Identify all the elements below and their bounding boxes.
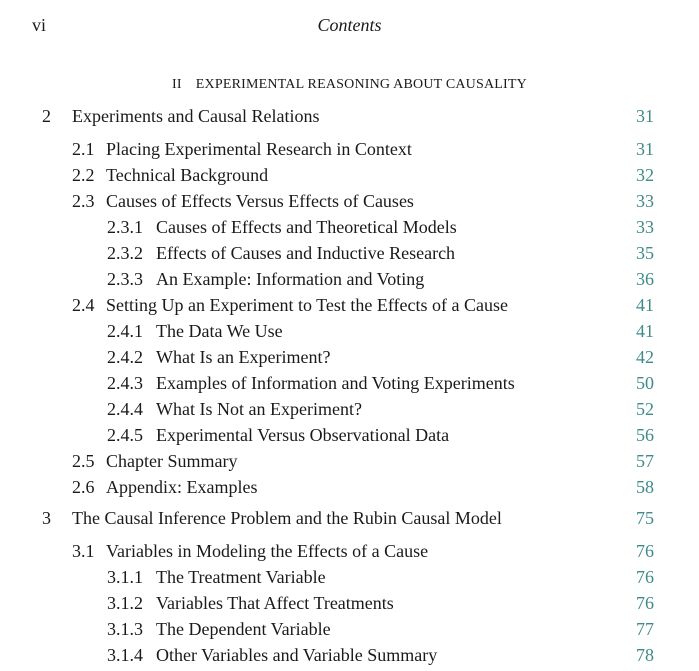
toc-entry-title: Experiments and Causal Relations — [72, 106, 320, 126]
toc-chapter-entry[interactable] — [0, 104, 699, 128]
toc-entry-title: Experimental Versus Observational Data — [156, 425, 450, 445]
toc-entry-title: The Dependent Variable — [156, 619, 331, 639]
toc-entry-page-number: 76 — [636, 541, 654, 561]
toc-subsection-entry[interactable] — [0, 565, 699, 589]
toc-entry-title: Variables in Modeling the Effects of a Cause — [106, 541, 429, 561]
toc-entry-title: What Is an Experiment? — [156, 347, 331, 367]
toc-section-entry[interactable] — [0, 449, 699, 473]
toc-entry-page-number: 42 — [636, 347, 654, 367]
toc-entry-number: 2.3 — [72, 191, 95, 211]
toc-subsection-entry[interactable] — [0, 423, 699, 447]
toc-entry-page-number: 50 — [636, 373, 654, 393]
toc-entry-number: 2.4.5 — [107, 425, 143, 445]
toc-entry-number: 3.1.2 — [107, 593, 143, 613]
toc-entry-page-number: 77 — [636, 619, 654, 639]
toc-entry-number: 2.2 — [72, 165, 95, 185]
toc-entry-number: 3.1.3 — [107, 619, 143, 639]
part-heading — [0, 76, 699, 94]
toc-entry-number: 2.4.2 — [107, 347, 143, 367]
toc-subsection-entry[interactable] — [0, 371, 699, 395]
toc-entry-title: Appendix: Examples — [106, 477, 258, 497]
toc-entry-title: Setting Up an Experiment to Test the Effects of a Cause — [106, 295, 508, 315]
toc-entry-page-number: 41 — [636, 321, 654, 341]
toc-entry-number: 2 — [42, 106, 51, 126]
toc-subsection-entry[interactable] — [0, 617, 699, 641]
toc-entry-page-number: 56 — [636, 425, 654, 445]
toc-entry-page-number: 31 — [636, 139, 654, 159]
toc-entry-page-number: 52 — [636, 399, 654, 419]
toc-entry-number: 2.3.3 — [107, 269, 143, 289]
toc-subsection-entry[interactable] — [0, 591, 699, 615]
toc-entry-title: Chapter Summary — [106, 451, 238, 471]
toc-entry-page-number: 35 — [636, 243, 654, 263]
toc-entry-title: The Causal Inference Problem and the Rubin Causal Model — [72, 508, 502, 528]
toc-entry-number: 2.3.1 — [107, 217, 143, 237]
toc-entry-number: 2.5 — [72, 451, 95, 471]
toc-entry-page-number: 58 — [636, 477, 654, 497]
toc-entry-number: 3.1.1 — [107, 567, 143, 587]
toc-entry-title: What Is Not an Experiment? — [156, 399, 362, 419]
toc-entry-number: 2.4 — [72, 295, 95, 315]
toc-entry-page-number: 32 — [636, 165, 654, 185]
toc-entry-title: Variables That Affect Treatments — [156, 593, 394, 613]
toc-subsection-entry[interactable] — [0, 241, 699, 265]
toc-entry-title: Technical Background — [106, 165, 269, 185]
toc-entry-page-number: 33 — [636, 191, 654, 211]
toc-entry-title: Effects of Causes and Inductive Research — [156, 243, 456, 263]
toc-section-entry[interactable] — [0, 539, 699, 563]
toc-section-entry[interactable] — [0, 137, 699, 161]
toc-entry-number: 2.3.2 — [107, 243, 143, 263]
toc-subsection-entry[interactable] — [0, 643, 699, 667]
toc-entry-page-number: 33 — [636, 217, 654, 237]
toc-subsection-entry[interactable] — [0, 267, 699, 291]
toc-entry-title: An Example: Information and Voting — [156, 269, 425, 289]
toc-entry-page-number: 57 — [636, 451, 654, 471]
toc-entry-page-number: 31 — [636, 106, 654, 126]
toc-entry-number: 3.1 — [72, 541, 95, 561]
toc-entry-page-number: 36 — [636, 269, 654, 289]
part-number: II — [172, 77, 182, 92]
part-title: EXPERIMENTAL REASONING ABOUT CAUSALITY — [195, 77, 527, 92]
toc-entry-number: 2.1 — [72, 139, 95, 159]
toc-subsection-entry[interactable] — [0, 215, 699, 239]
toc-chapter-entry[interactable] — [0, 506, 699, 530]
page-folio: vi — [32, 15, 47, 35]
toc-entry-number: 3 — [42, 508, 51, 528]
toc-section-entry[interactable] — [0, 293, 699, 317]
toc-entry-page-number: 75 — [636, 508, 654, 528]
toc-entry-page-number: 41 — [636, 295, 654, 315]
toc-entry-title: Causes of Effects Versus Effects of Causes — [106, 191, 414, 211]
toc-entry-title: Examples of Information and Voting Experiments — [156, 373, 515, 393]
toc-entry-title: Other Variables and Variable Summary — [156, 645, 438, 665]
toc-section-entry[interactable] — [0, 475, 699, 499]
toc-entry-number: 3.1.4 — [107, 645, 143, 665]
toc-entry-title: The Data We Use — [156, 321, 283, 341]
toc-section-entry[interactable] — [0, 163, 699, 187]
running-head: Contents — [317, 15, 382, 35]
toc-subsection-entry[interactable] — [0, 397, 699, 421]
toc-entry-title: Causes of Effects and Theoretical Models — [156, 217, 457, 237]
toc-entry-title: Placing Experimental Research in Context — [106, 139, 412, 159]
toc-subsection-entry[interactable] — [0, 319, 699, 343]
toc-entry-page-number: 76 — [636, 593, 654, 613]
toc-entry-number: 2.4.1 — [107, 321, 143, 341]
toc-entry-page-number: 76 — [636, 567, 654, 587]
toc-entry-number: 2.6 — [72, 477, 95, 497]
toc-subsection-entry[interactable] — [0, 345, 699, 369]
toc-section-entry[interactable] — [0, 189, 699, 213]
toc-entry-number: 2.4.4 — [107, 399, 143, 419]
toc-entry-title: The Treatment Variable — [156, 567, 326, 587]
toc-entry-number: 2.4.3 — [107, 373, 143, 393]
toc-entry-page-number: 78 — [636, 645, 654, 665]
